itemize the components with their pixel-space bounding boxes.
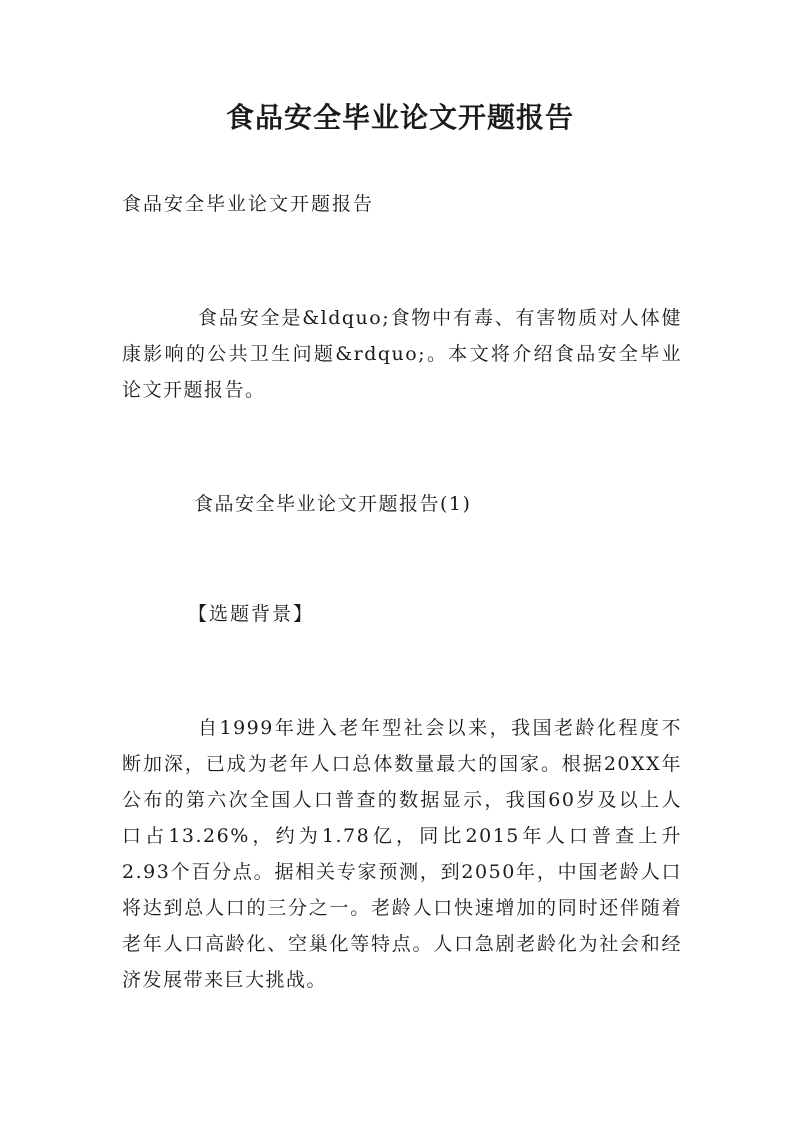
document-subtitle: 食品安全毕业论文开题报告 <box>122 193 375 215</box>
section-heading: 食品安全毕业论文开题报告(1) <box>194 493 472 515</box>
background-paragraph: 自1999年进入老年型社会以来，我国老龄化程度不断加深，已成为老年人口总体数量最大的国家。根据20XX年公布的第六次全国人口普查的数据显示，我国60岁及以上人口占13.26%，约为1.78亿，同比2015年人口普查上升2.93个百分点。据相关专家预测，到2050年，中国老龄人口将达到总人口的三分之一。老龄人口快速增加的同时还伴随着老年人口高龄化、空巢化等特点。人口急剧老龄化为社会和经济发展带来巨大挑战。 <box>122 717 682 991</box>
background-heading: 【选题背景】 <box>188 603 315 625</box>
page-title: 食品安全毕业论文开题报告 <box>225 101 574 134</box>
intro-paragraph: 食品安全是&ldquo;食物中有毒、有害物质对人体健康影响的公共卫生问题&rdquo;。本文将介绍食品安全毕业论文开题报告。 <box>122 307 682 401</box>
